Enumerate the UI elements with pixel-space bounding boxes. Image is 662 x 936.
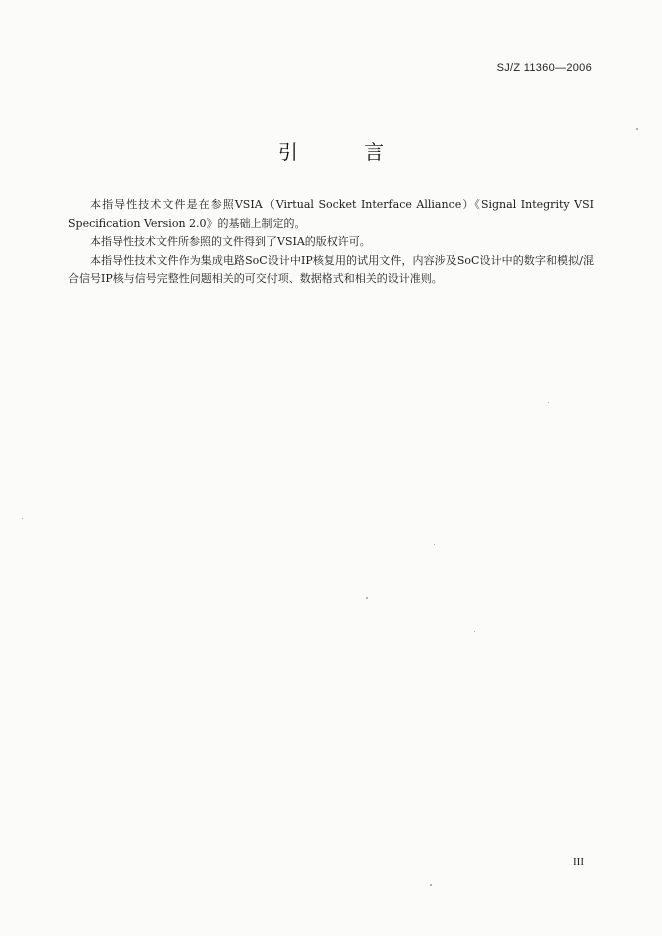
scan-speck <box>434 544 435 545</box>
paragraph-1: 本指导性技术文件是在参照VSIA（Virtual Socket Interface Alliance）《Signal Integrity VSI Specification Version 2.0》的基础上制定的。 <box>68 198 594 230</box>
scan-speck <box>22 518 23 519</box>
scan-speck <box>548 402 549 403</box>
scan-speck <box>366 597 368 599</box>
scan-speck <box>636 128 638 130</box>
page-number: III <box>573 856 584 868</box>
scan-speck <box>430 884 432 886</box>
paragraph-3: 本指导性技术文件作为集成电路SoC设计中IP核复用的试用文件，内容涉及SoC设计中的数字和模拟/混合信号IP核与信号完整性问题相关的可交付项、数据格式和相关的设计准则。 <box>68 253 594 285</box>
paragraph-2: 本指导性技术文件所参照的文件得到了VSIA的版权许可。 <box>90 235 371 248</box>
document-code: SJ/Z 11360—2006 <box>496 62 592 74</box>
scan-speck <box>474 631 475 632</box>
section-title: 引 言 <box>277 140 415 164</box>
body-text <box>68 196 594 289</box>
